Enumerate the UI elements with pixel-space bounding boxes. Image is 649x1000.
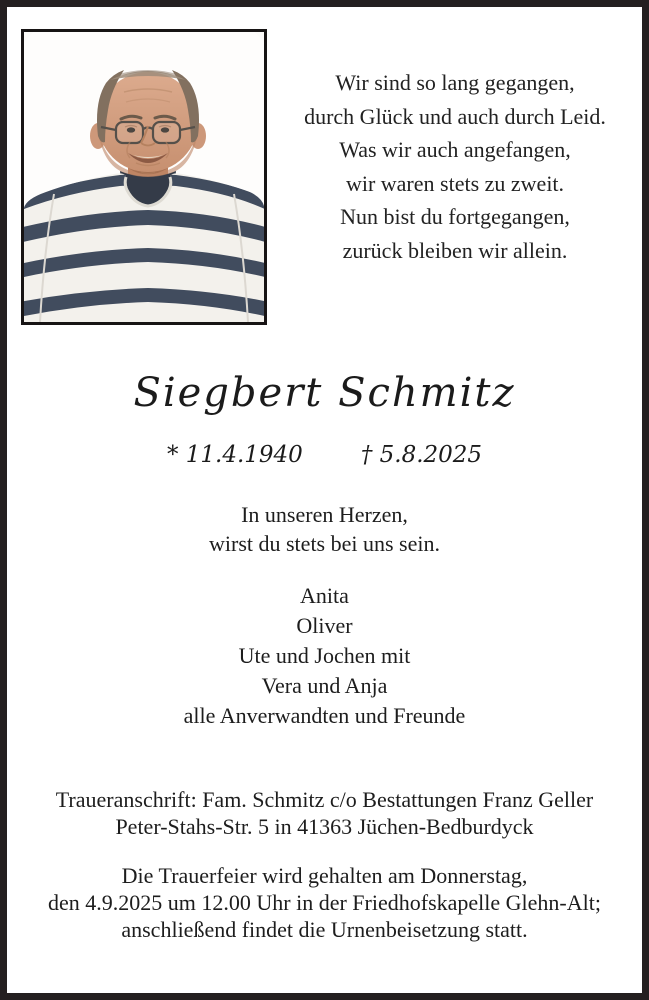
poem-line: zurück bleiben wir allein. [342,237,568,263]
poem-line: Wir sind so lang gegangen, [335,70,575,95]
photo-frame [21,29,267,325]
mourner-line: Vera und Anja [261,673,388,698]
funeral-info-line: den 4.9.2025 um 12.00 Uhr in der Friedhofskapelle Glehn-Alt; [48,890,601,915]
funeral-info-line: anschließend findet die Urnenbeisetzung statt. [121,917,528,942]
poem-line: wir waren stets zu zweit. [345,170,565,196]
mourner-line: Anita [300,583,349,608]
dedication-line: In unseren Herzen, [241,502,408,527]
dedication-line: wirst du stets bei uns sein. [209,530,440,556]
poem-line: Nun bist du fortgegangen, [340,204,570,229]
mourners-list [7,581,642,731]
deceased-name: Siegbert Schmitz [133,370,516,416]
birth-date: * 11.4.1940 [166,442,303,468]
funeral-info-line: Die Trauerfeier wird gehalten am Donnerstag, [121,863,528,888]
mourner-line: Oliver [296,613,353,638]
mourning-address-line: Traueranschrift: Fam. Schmitz c/o Bestattungen Franz Geller [55,787,594,812]
life-dates [7,441,642,469]
mourning-address-line: Peter-Stahs-Str. 5 in 41363 Jüchen-Bedburdyck [115,814,534,839]
mourner-line: alle Anverwandten und Freunde [183,703,466,728]
mourning-address [7,786,642,840]
portrait-photo [24,32,264,322]
poem-line: Was wir auch angefangen, [339,137,571,162]
mourner-line: Ute und Jochen mit [238,643,411,668]
funeral-info [7,862,642,943]
memorial-poem [288,66,622,267]
death-date: † 5.8.2025 [360,442,483,468]
dedication [7,501,642,558]
poem-line: durch Glück und auch durch Leid. [304,103,606,129]
